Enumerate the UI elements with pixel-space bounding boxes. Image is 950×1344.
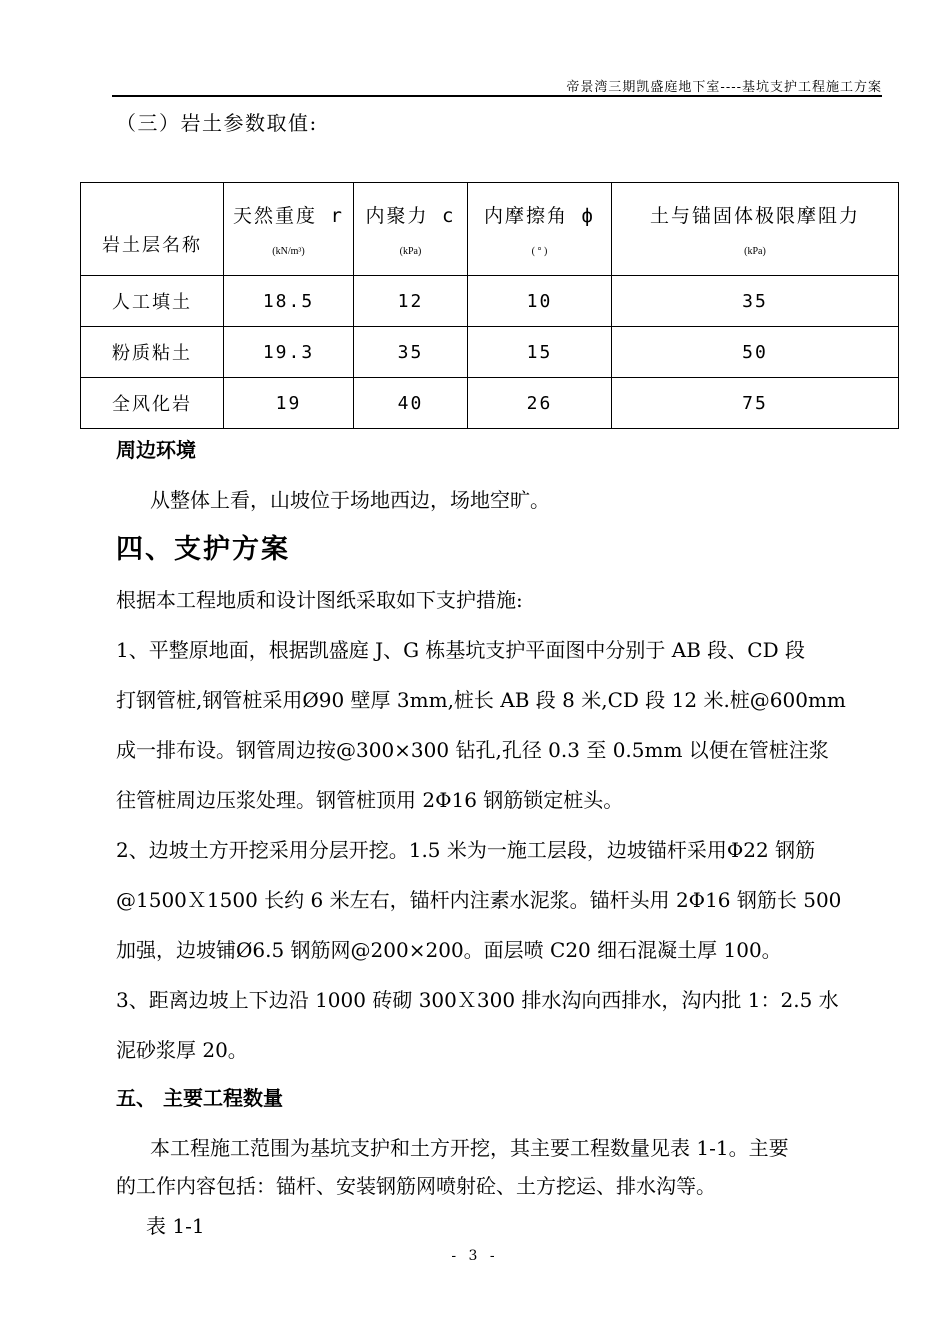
row-value-cell: 40 bbox=[354, 378, 468, 429]
item3-line: 泥砂浆厚 20。 bbox=[116, 1038, 248, 1062]
header-rule bbox=[112, 95, 882, 97]
item2-line: 2、边坡土方开挖采用分层开挖。1.5 米为一施工层段，边坡锚杆采用Φ22 钢筋 bbox=[116, 838, 816, 862]
item3-line: 3、距离边坡上下边沿 1000 砖砌 300Ｘ300 排水沟向西排水，沟内批 1：2.5 水 bbox=[116, 988, 839, 1012]
section5-line: 的工作内容包括：锚杆、安装钢筋网喷射砼、土方挖运、排水沟等。 bbox=[116, 1174, 716, 1198]
item2-line: @1500Ｘ1500 长约 6 米左右，锚杆内注素水泥浆。锚杆头用 2Φ16 钢筋长 500 bbox=[116, 888, 842, 912]
header-cell-anchor-friction: 土与锚固体极限摩阻力 (kPa) bbox=[612, 183, 899, 276]
header-cell-unit-weight: 天然重度 r (kN/m³) bbox=[224, 183, 354, 276]
table-row bbox=[81, 378, 899, 429]
row-value-cell: 19 bbox=[224, 378, 354, 429]
row-value-cell: 75 bbox=[612, 378, 899, 429]
section4-heading: 四、支护方案 bbox=[116, 534, 290, 565]
item1-line: 打钢管桩,钢管桩采用Ø90 壁厚 3mm,桩长 AB 段 8 米,CD 段 12 米.桩@600mm bbox=[116, 688, 846, 712]
header-cell-layer-name: 岩土层名称 bbox=[81, 183, 224, 276]
section3-heading: （三）岩土参数取值: bbox=[116, 111, 318, 135]
running-header: 帝景湾三期凯盛庭地下室----基坑支护工程施工方案 bbox=[566, 80, 882, 95]
table-row bbox=[81, 276, 899, 327]
row-name-cell: 全风化岩 bbox=[81, 378, 224, 429]
row-value-cell: 15 bbox=[468, 327, 612, 378]
page-number: - 3 - bbox=[451, 1248, 499, 1264]
row-name-cell: 粉质粘土 bbox=[81, 327, 224, 378]
row-value-cell: 50 bbox=[612, 327, 899, 378]
environment-text: 从整体上看，山坡位于场地西边，场地空旷。 bbox=[150, 488, 550, 512]
item1-line: 成一排布设。钢管周边按@300×300 钻孔,孔径 0.3 至 0.5mm 以便在管桩注浆 bbox=[116, 738, 829, 762]
header-cell-cohesion: 内聚力 c (kPa) bbox=[354, 183, 468, 276]
item1-line: 1、平整原地面，根据凯盛庭 J、G 栋基坑支护平面图中分别于 AB 段、CD 段 bbox=[116, 638, 805, 662]
table-header-row bbox=[81, 183, 899, 276]
table-label: 表 1-1 bbox=[146, 1214, 205, 1238]
environment-heading: 周边环境 bbox=[116, 438, 196, 462]
row-value-cell: 12 bbox=[354, 276, 468, 327]
row-value-cell: 10 bbox=[468, 276, 612, 327]
row-name-cell: 人工填土 bbox=[81, 276, 224, 327]
row-value-cell: 35 bbox=[354, 327, 468, 378]
row-value-cell: 19.3 bbox=[224, 327, 354, 378]
item1-line: 往管桩周边压浆处理。钢管桩顶用 2Φ16 钢筋锁定桩头。 bbox=[116, 788, 624, 812]
row-value-cell: 35 bbox=[612, 276, 899, 327]
section5-line: 本工程施工范围为基坑支护和土方开挖，其主要工程数量见表 1-1。主要 bbox=[150, 1136, 789, 1160]
row-value-cell: 18.5 bbox=[224, 276, 354, 327]
item2-line: 加强，边坡铺Ø6.5 钢筋网@200×200。面层喷 C20 细石混凝土厚 100。 bbox=[116, 938, 782, 962]
table-row bbox=[81, 327, 899, 378]
section5-heading: 五、 主要工程数量 bbox=[116, 1086, 283, 1110]
row-value-cell: 26 bbox=[468, 378, 612, 429]
header-cell-friction-angle: 内摩擦角 ф ( ° ) bbox=[468, 183, 612, 276]
soil-parameters-table bbox=[80, 182, 899, 429]
section4-intro: 根据本工程地质和设计图纸采取如下支护措施: bbox=[116, 588, 523, 612]
